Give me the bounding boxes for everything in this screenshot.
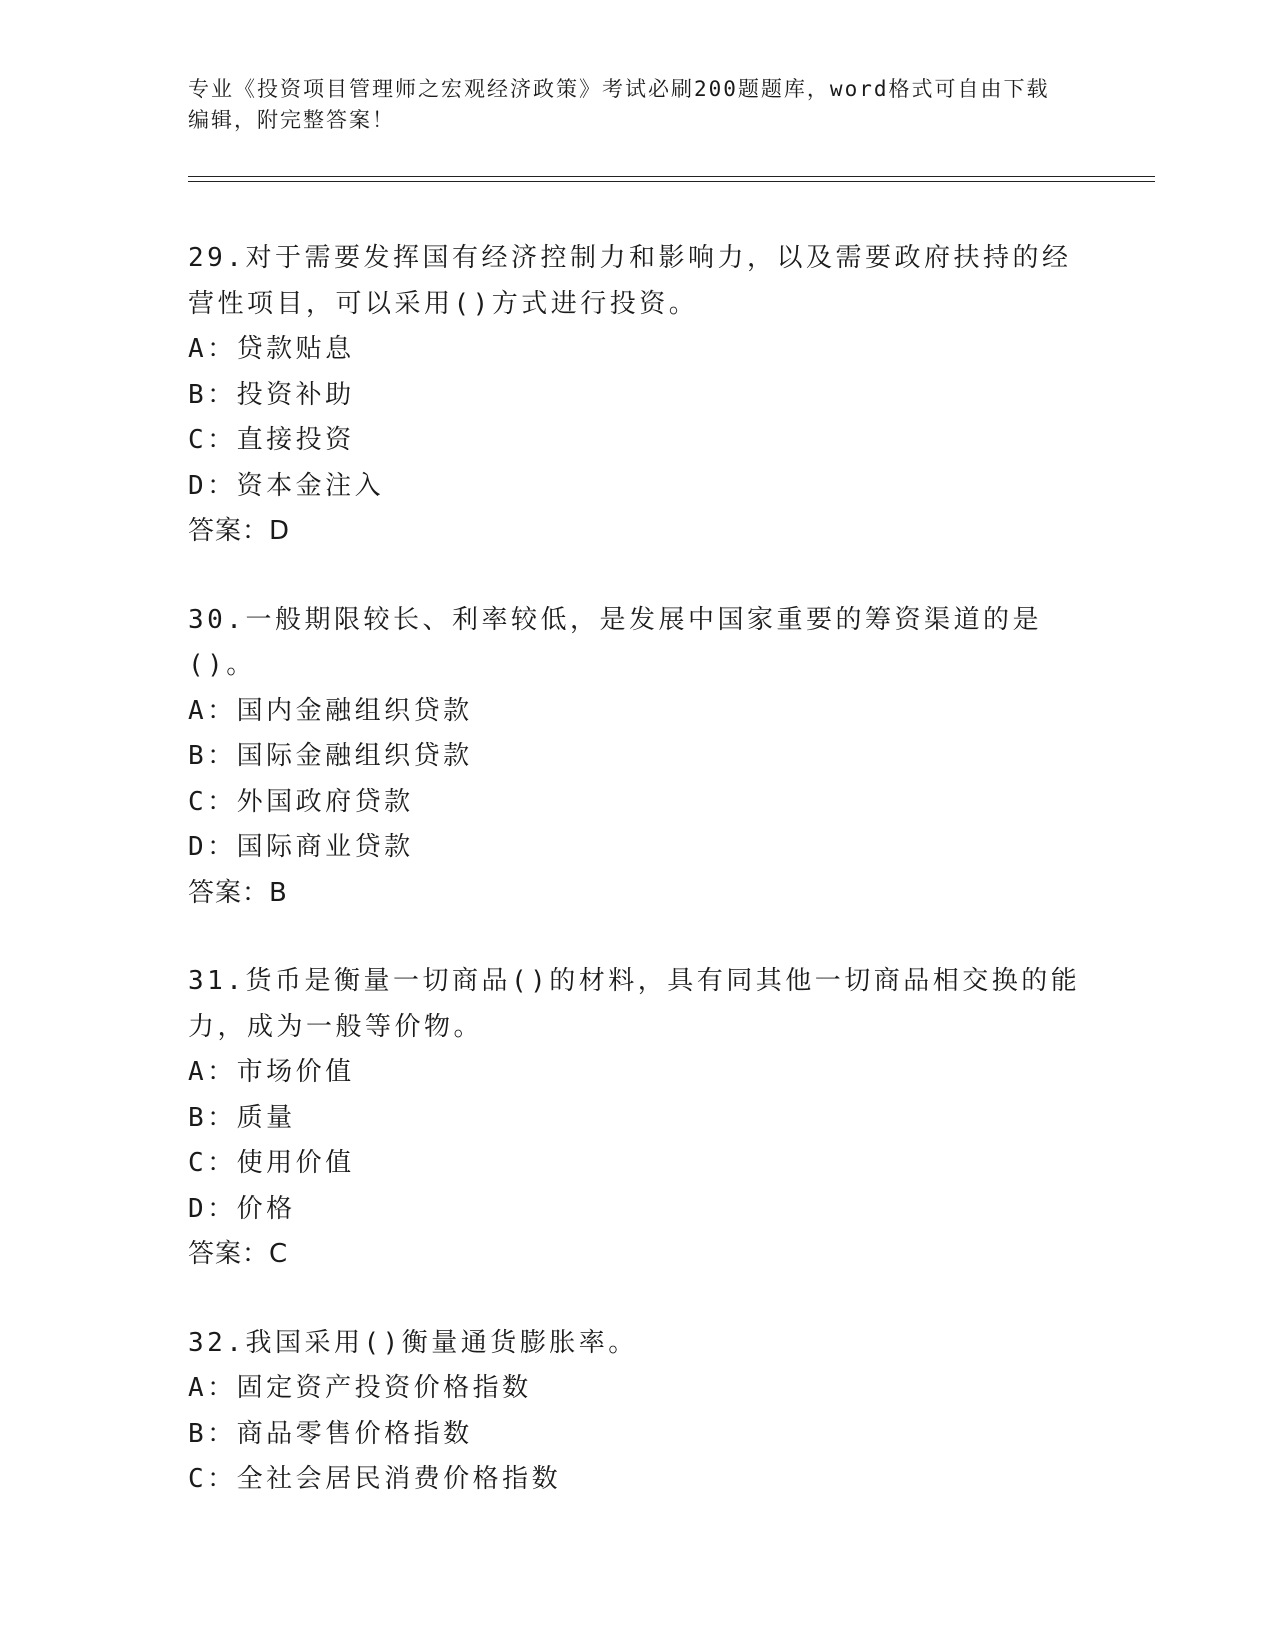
answer-line: 答案：D (188, 516, 291, 546)
option-d: D：资本金注入 (188, 470, 385, 501)
option-b: B：国际金融组织贷款 (188, 741, 473, 771)
option-b: B：质量 (188, 1102, 296, 1133)
question-stem: 31.货币是衡量一切商品()的材料，具有同其他一切商品相交换的能力，成为一般等价物。 (188, 966, 1081, 1042)
question-30 (188, 598, 1088, 917)
question-stem: 29.对于需要发挥国有经济控制力和影响力，以及需要政府扶持的经营性项目，可以采用()方式进行投资。 (188, 243, 1072, 319)
question-32 (188, 1321, 1088, 1503)
question-stem: 32.我国采用()衡量通货膨胀率。 (188, 1327, 638, 1358)
option-a: A：固定资产投资价格指数 (188, 1373, 532, 1403)
header-divider-bottom (188, 181, 1155, 182)
answer-line: 答案：B (188, 877, 288, 908)
header-divider-top (188, 176, 1155, 177)
question-31 (188, 959, 1088, 1278)
question-stem: 30.一般期限较长、利率较低，是发展中国家重要的筹资渠道的是()。 (188, 604, 1042, 680)
option-b: B：投资补助 (188, 379, 355, 410)
option-c: C：直接投资 (188, 425, 355, 455)
option-a: A：市场价值 (188, 1057, 355, 1087)
option-d: D：价格 (188, 1193, 296, 1224)
option-c: C：全社会居民消费价格指数 (188, 1464, 562, 1494)
option-c: C：外国政府贷款 (188, 786, 414, 817)
question-list (188, 236, 1088, 1546)
document-header: 专业《投资项目管理师之宏观经济政策》考试必刷200题题库，word格式可自由下载编辑，附完整答案！ (188, 77, 1050, 132)
option-c: C：使用价值 (188, 1148, 355, 1178)
option-a: A：贷款贴息 (188, 334, 355, 364)
question-29 (188, 236, 1088, 555)
option-d: D：国际商业贷款 (188, 832, 414, 862)
option-a: A：国内金融组织贷款 (188, 695, 473, 726)
option-b: B：商品零售价格指数 (188, 1418, 473, 1449)
answer-line: 答案：C (188, 1239, 289, 1269)
